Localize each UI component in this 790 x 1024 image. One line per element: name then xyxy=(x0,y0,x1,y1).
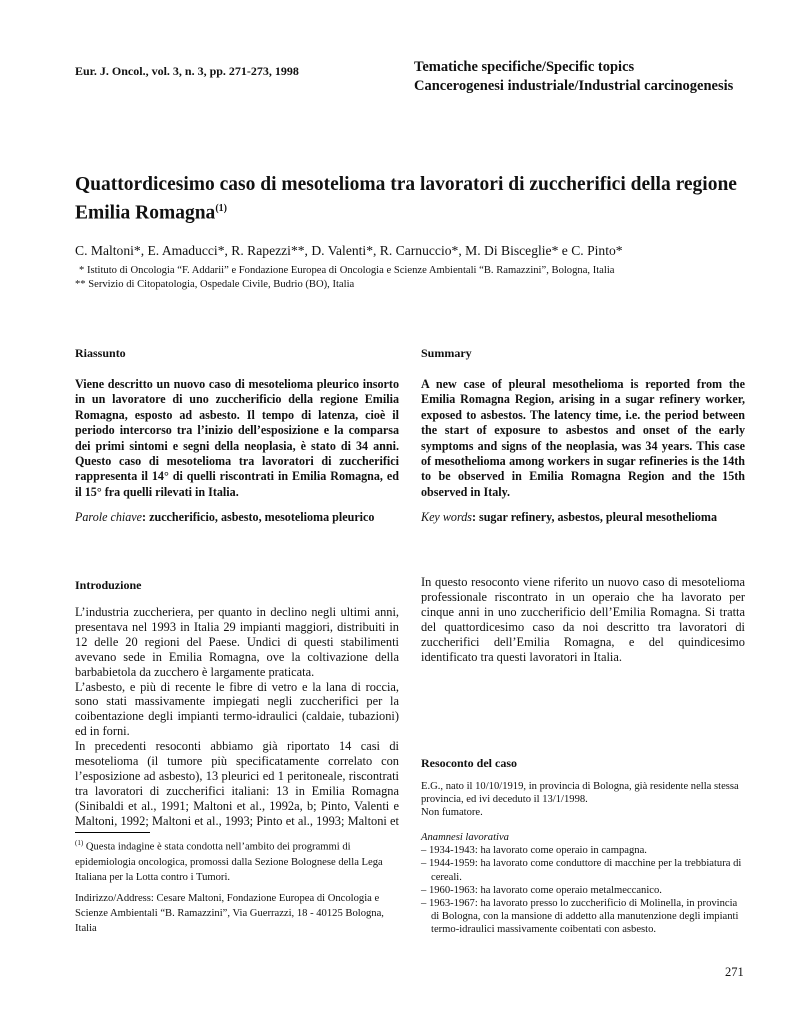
riassunto-text: Viene descritto un nuovo caso di mesotelioma pleurico insorto in un lavoratore di uno zuccherificio della regione Emilia Romagna, esposto ad asbesto. Il tempo di latenza, cioè il periodo intercorso tra l’inizio dell’esposizione e la comparsa dei primi sintomi e segni della neoplasia, è stato di 34 anni. Questo caso di mesotelioma tra lavoratori di zuccherifici rappresenta il 14° di quelli riscontrati in Emilia Romagna, ed il 15° fra quelli rilevati in Italia. xyxy=(75,377,399,499)
keywords-text: : zuccherificio, asbesto, mesotelioma pleurico xyxy=(142,510,375,524)
case-patient-info xyxy=(421,780,745,820)
case-heading: Resoconto del caso xyxy=(421,756,517,770)
author-list: C. Maltoni*, E. Amaducci*, R. Rapezzi**, D. Valenti*, R. Carnuccio*, M. Di Bisceglie* e C. Pinto* xyxy=(75,243,623,258)
anamnesis-label: Anamnesi lavorativa xyxy=(421,832,509,843)
job-item: – 1963-1967: ha lavorato presso lo zuccherificio di Molinella, in provincia di Bologna, con la mansione di addetto alla manutenzione degli impianti termo-idraulici massivamente coibentati con asbesto. xyxy=(421,898,739,936)
article-title xyxy=(75,173,755,226)
case-smoker: Non fumatore. xyxy=(421,807,483,819)
intro-paragraph-4: In questo resoconto viene riferito un nuovo caso di mesotelioma professionale riscontrato in un operaio che ha lavorato per cinque anni in uno zuccherificio dell’Emilia Romagna. Si tratta del quattordicesimo caso da noi descritto tra lavoratori di zuccherifici dell’Emilia Romagna, e del quindicesimo identificato tra questi lavoratori in Italia. xyxy=(421,575,745,664)
footnote-text: Questa indagine è stata condotta nell’ambito dei programmi di epidemiologia oncologica, promossi dalla Sezione Bolognese della Lega Italiana per la Lotta contro i Tumori. xyxy=(75,841,383,883)
summary-heading: Summary xyxy=(421,346,472,360)
affiliation-1: * Istituto di Oncologia “F. Addarii” e Fondazione Europea di Oncologia e Scienze Ambientali “B. Ramazzini”, Bologna, Italia xyxy=(79,265,615,276)
title-footnote-mark: (1) xyxy=(215,203,227,214)
job-list xyxy=(421,844,745,936)
title-text: Quattordicesimo caso di mesotelioma tra lavoratori di zuccherifici della regione Emilia Romagna xyxy=(75,174,737,224)
riassunto-heading: Riassunto xyxy=(75,346,126,360)
topic-line-1: Tematiche specifiche/Specific topics xyxy=(414,59,635,75)
footnote-mark: (1) xyxy=(75,839,84,847)
correspondence-address: Indirizzo/Address: Cesare Maltoni, Fondazione Europea di Oncologia e Scienze Ambientali “B. Ramazzini”, Via Guerrazzi, 18 - 40125 Bologna, Italia xyxy=(75,893,384,934)
affiliation-2: ** Servizio di Citopatologia, Ospedale Civile, Budrio (BO), Italia xyxy=(75,279,355,290)
intro-paragraph-3: In precedenti resoconti abbiamo già riportato 14 casi di mesotelioma (il tumore più specificatamente correlato con l’esposizione ad asbesto), 13 pleurici ed 1 peritoneale, riscontrati tra lavoratori di zuccherifici italiani: 13 in Emilia Romagna (Sinibaldi et al., 1991; Maltoni et al., 1992a, b; Pinto, Valenti e Maltoni, 1992; Maltoni et al., 1993; Pinto et al., 1993; Maltoni et xyxy=(75,739,399,828)
footnote xyxy=(75,836,399,885)
job-item: – 1960-1963: ha lavorato come operaio metalmeccanico. xyxy=(421,884,662,896)
keywords-label: Key words xyxy=(421,510,472,524)
case-patient: E.G., nato il 10/10/1919, in provincia di Bologna, già residente nella stessa provincia, ed ivi deceduto il 13/1/1998. xyxy=(421,781,739,806)
topic-header xyxy=(414,58,733,96)
job-item: – 1944-1959: ha lavorato come conduttore di macchine per la trebbiatura di cereali. xyxy=(421,858,742,883)
intro-heading: Introduzione xyxy=(75,578,142,592)
intro-column-right xyxy=(421,575,745,664)
intro-column-left xyxy=(75,605,399,829)
journal-reference: Eur. J. Oncol., vol. 3, n. 3, pp. 271-273, 1998 xyxy=(75,64,299,78)
job-item: – 1934-1943: ha lavorato come operaio in campagna. xyxy=(421,845,647,857)
footnote-rule xyxy=(75,832,150,833)
topic-line-2: Cancerogenesi industriale/Industrial carcinogenesis xyxy=(414,78,734,94)
intro-paragraph-2: L’asbesto, e più di recente le fibre di vetro e la lana di roccia, sono stati massivamente impiegati negli zuccherifici per la coibentazione degli impianti termo-idraulici (caldaie, tubazioni) ed in forni. xyxy=(75,679,399,739)
summary-keywords xyxy=(421,510,717,525)
keywords-text: : sugar refinery, asbestos, pleural mesothelioma xyxy=(471,510,718,524)
work-history xyxy=(421,831,745,937)
keywords-label: Parole chiave xyxy=(75,510,143,524)
riassunto-keywords xyxy=(75,510,374,525)
summary-text: A new case of pleural mesothelioma is reported from the Emilia Romagna Region, arising in a sugar refinery worker, exposed to asbestos. The latency time, i.e. the period between the start of exposure to asbestos and onset of the early symptoms and signs of the neoplasia, was 34 years. This case of mesothelioma among workers in sugar refineries is the 14th to be observed in Emilia Romagna Region and the 15th observed in Italy. xyxy=(421,377,745,499)
page-number: 271 xyxy=(725,965,744,979)
intro-paragraph-1: L’industria zuccheriera, per quanto in declino negli ultimi anni, presentava nel 1993 in Italia 29 impianti maggiori, distribuiti in 12 delle 20 regioni del Paese. Undici di questi stabilimenti avevano sede in Emilia Romagna, ove la coltivazione della barbabietola da zucchero è largamente praticata. xyxy=(75,605,399,679)
